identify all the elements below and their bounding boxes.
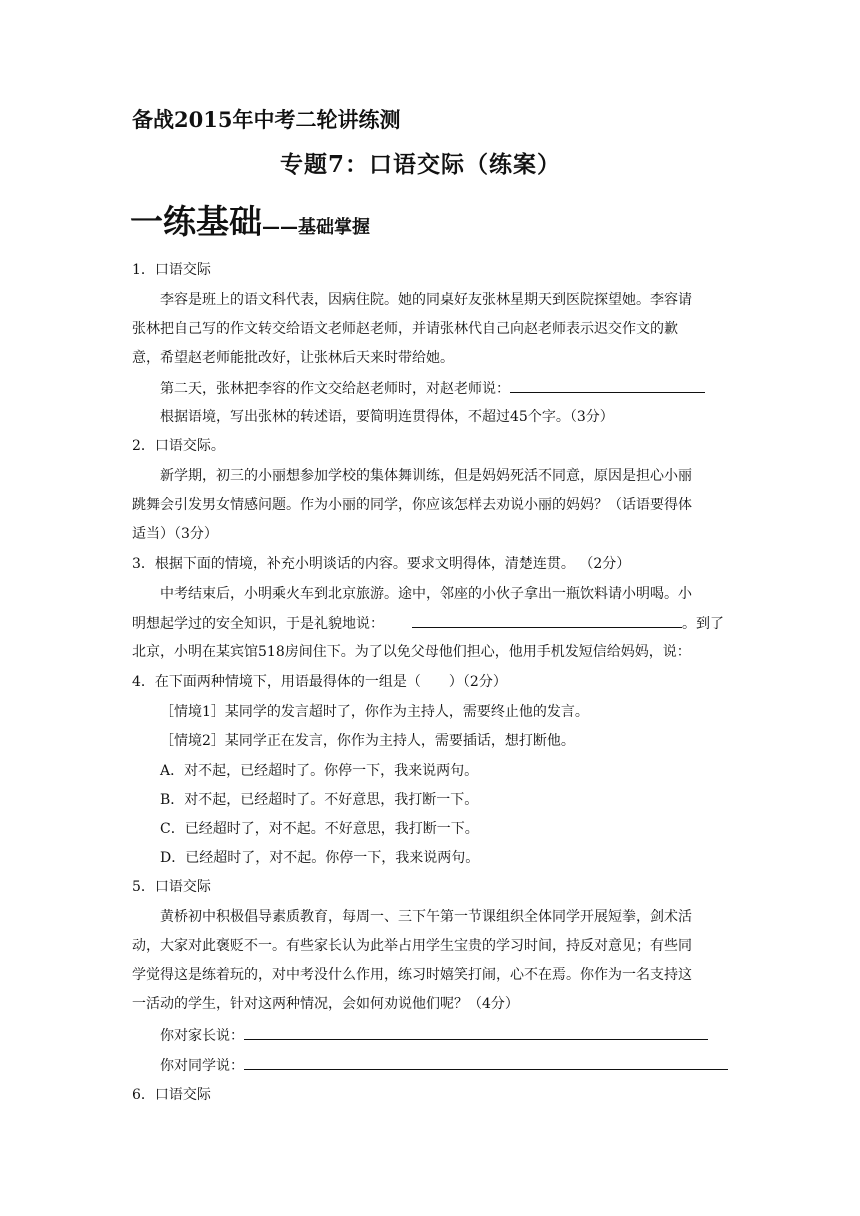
q5-parents-answer xyxy=(160,1025,708,1046)
q5-classmates-blank[interactable] xyxy=(244,1055,728,1070)
q5-classmates-label: 你对同学说： xyxy=(160,1058,244,1074)
q1-answer-blank[interactable] xyxy=(510,378,705,393)
q4-situation-2: ［情境2］某同学正在发言，你作为主持人，需要插话，想打断他。 xyxy=(160,733,575,749)
q5-paragraph-line: 一活动的学生，针对这两种情况，会如何劝说他们呢？（4分） xyxy=(132,996,519,1012)
q3-heading: 3．根据下面的情境，补充小明谈话的内容。要求文明得体，清楚连贯。 （2分） xyxy=(132,556,631,572)
q4-option-c[interactable]: C．已经超时了，对不起。不好意思，我打断一下。 xyxy=(160,821,479,837)
q2-paragraph-line: 跳舞会引发男女情感问题。作为小丽的同学，你应该怎样去劝说小丽的妈妈？（话语要得体 xyxy=(132,497,692,513)
q3-prompt xyxy=(132,613,724,634)
q3-answer-blank[interactable] xyxy=(412,613,682,628)
q5-parents-blank[interactable] xyxy=(244,1025,708,1040)
q5-heading: 5．口语交际 xyxy=(132,879,211,895)
q4-heading: 4．在下面两种情境下，用语最得体的一组是（ ）（2分） xyxy=(132,674,507,690)
q3-paragraph-line: 中考结束后，小明乘火车到北京旅游。途中，邻座的小伙子拿出一瓶饮料请小明喝。小 xyxy=(160,586,692,602)
q5-paragraph-line: 黄桥初中积极倡导素质教育，每周一、三下午第一节课组织全体同学开展短拳，剑术活 xyxy=(160,909,692,925)
q5-paragraph-line: 学觉得这是练着玩的，对中考没什么作用，练习时嬉笑打闹，心不在焉。你作为一名支持这 xyxy=(132,967,692,983)
section-sub: ——基础掌握 xyxy=(262,217,370,238)
q1-instruction: 根据语境，写出张林的转述语，要简明连贯得体，不超过45个字。（3分） xyxy=(160,409,614,425)
q3-prompt-tail: 。到了 xyxy=(682,616,724,632)
q3-prompt-text: 明想起学过的安全知识，于是礼貌地说： xyxy=(132,616,384,632)
q1-paragraph-line: 张林把自己写的作文转交给语文老师赵老师，并请张林代自己向赵老师表示迟交作文的歉 xyxy=(132,321,678,337)
q2-heading: 2．口语交际。 xyxy=(132,438,225,454)
section-main: 一练基础 xyxy=(130,202,262,241)
q1-prompt-text: 第二天，张林把李容的作文交给赵老师时，对赵老师说： xyxy=(160,381,510,397)
q2-paragraph-line: 新学期，初三的小丽想参加学校的集体舞训练，但是妈妈死活不同意，原因是担心小丽 xyxy=(160,468,692,484)
document-header: 备战2015年中考二轮讲练测 xyxy=(132,107,401,132)
section-heading xyxy=(130,196,370,243)
q5-parents-label: 你对家长说： xyxy=(160,1028,244,1044)
q1-prompt xyxy=(160,378,705,399)
q1-heading: 1．口语交际 xyxy=(132,262,211,278)
q1-paragraph-line: 李容是班上的语文科代表，因病住院。她的同桌好友张林星期天到医院探望她。李容请 xyxy=(160,292,692,308)
q5-paragraph-line: 动，大家对此褒贬不一。有些家长认为此举占用学生宝贵的学习时间，持反对意见；有些同 xyxy=(132,938,692,954)
q4-option-b[interactable]: B．对不起，已经超时了。不好意思，我打断一下。 xyxy=(160,792,479,808)
q4-option-a[interactable]: A．对不起，已经超时了。你停一下，我来说两句。 xyxy=(160,763,479,779)
document-title: 专题7：口语交际（练案） xyxy=(280,151,562,178)
q3-paragraph-line: 北京，小明在某宾馆518房间住下。为了以免父母他们担心，他用手机发短信给妈妈，说： xyxy=(132,644,691,660)
q1-paragraph-line: 意，希望赵老师能批改好，让张林后天来时带给她。 xyxy=(132,350,454,366)
q6-heading: 6．口语交际 xyxy=(132,1087,211,1103)
q4-option-d[interactable]: D．已经超时了，对不起。你停一下，我来说两句。 xyxy=(160,850,480,866)
q4-situation-1: ［情境1］某同学的发言超时了，你作为主持人，需要终止他的发言。 xyxy=(160,704,589,720)
q5-classmates-answer xyxy=(160,1055,728,1076)
q2-paragraph-line: 适当）（3分） xyxy=(132,526,218,542)
